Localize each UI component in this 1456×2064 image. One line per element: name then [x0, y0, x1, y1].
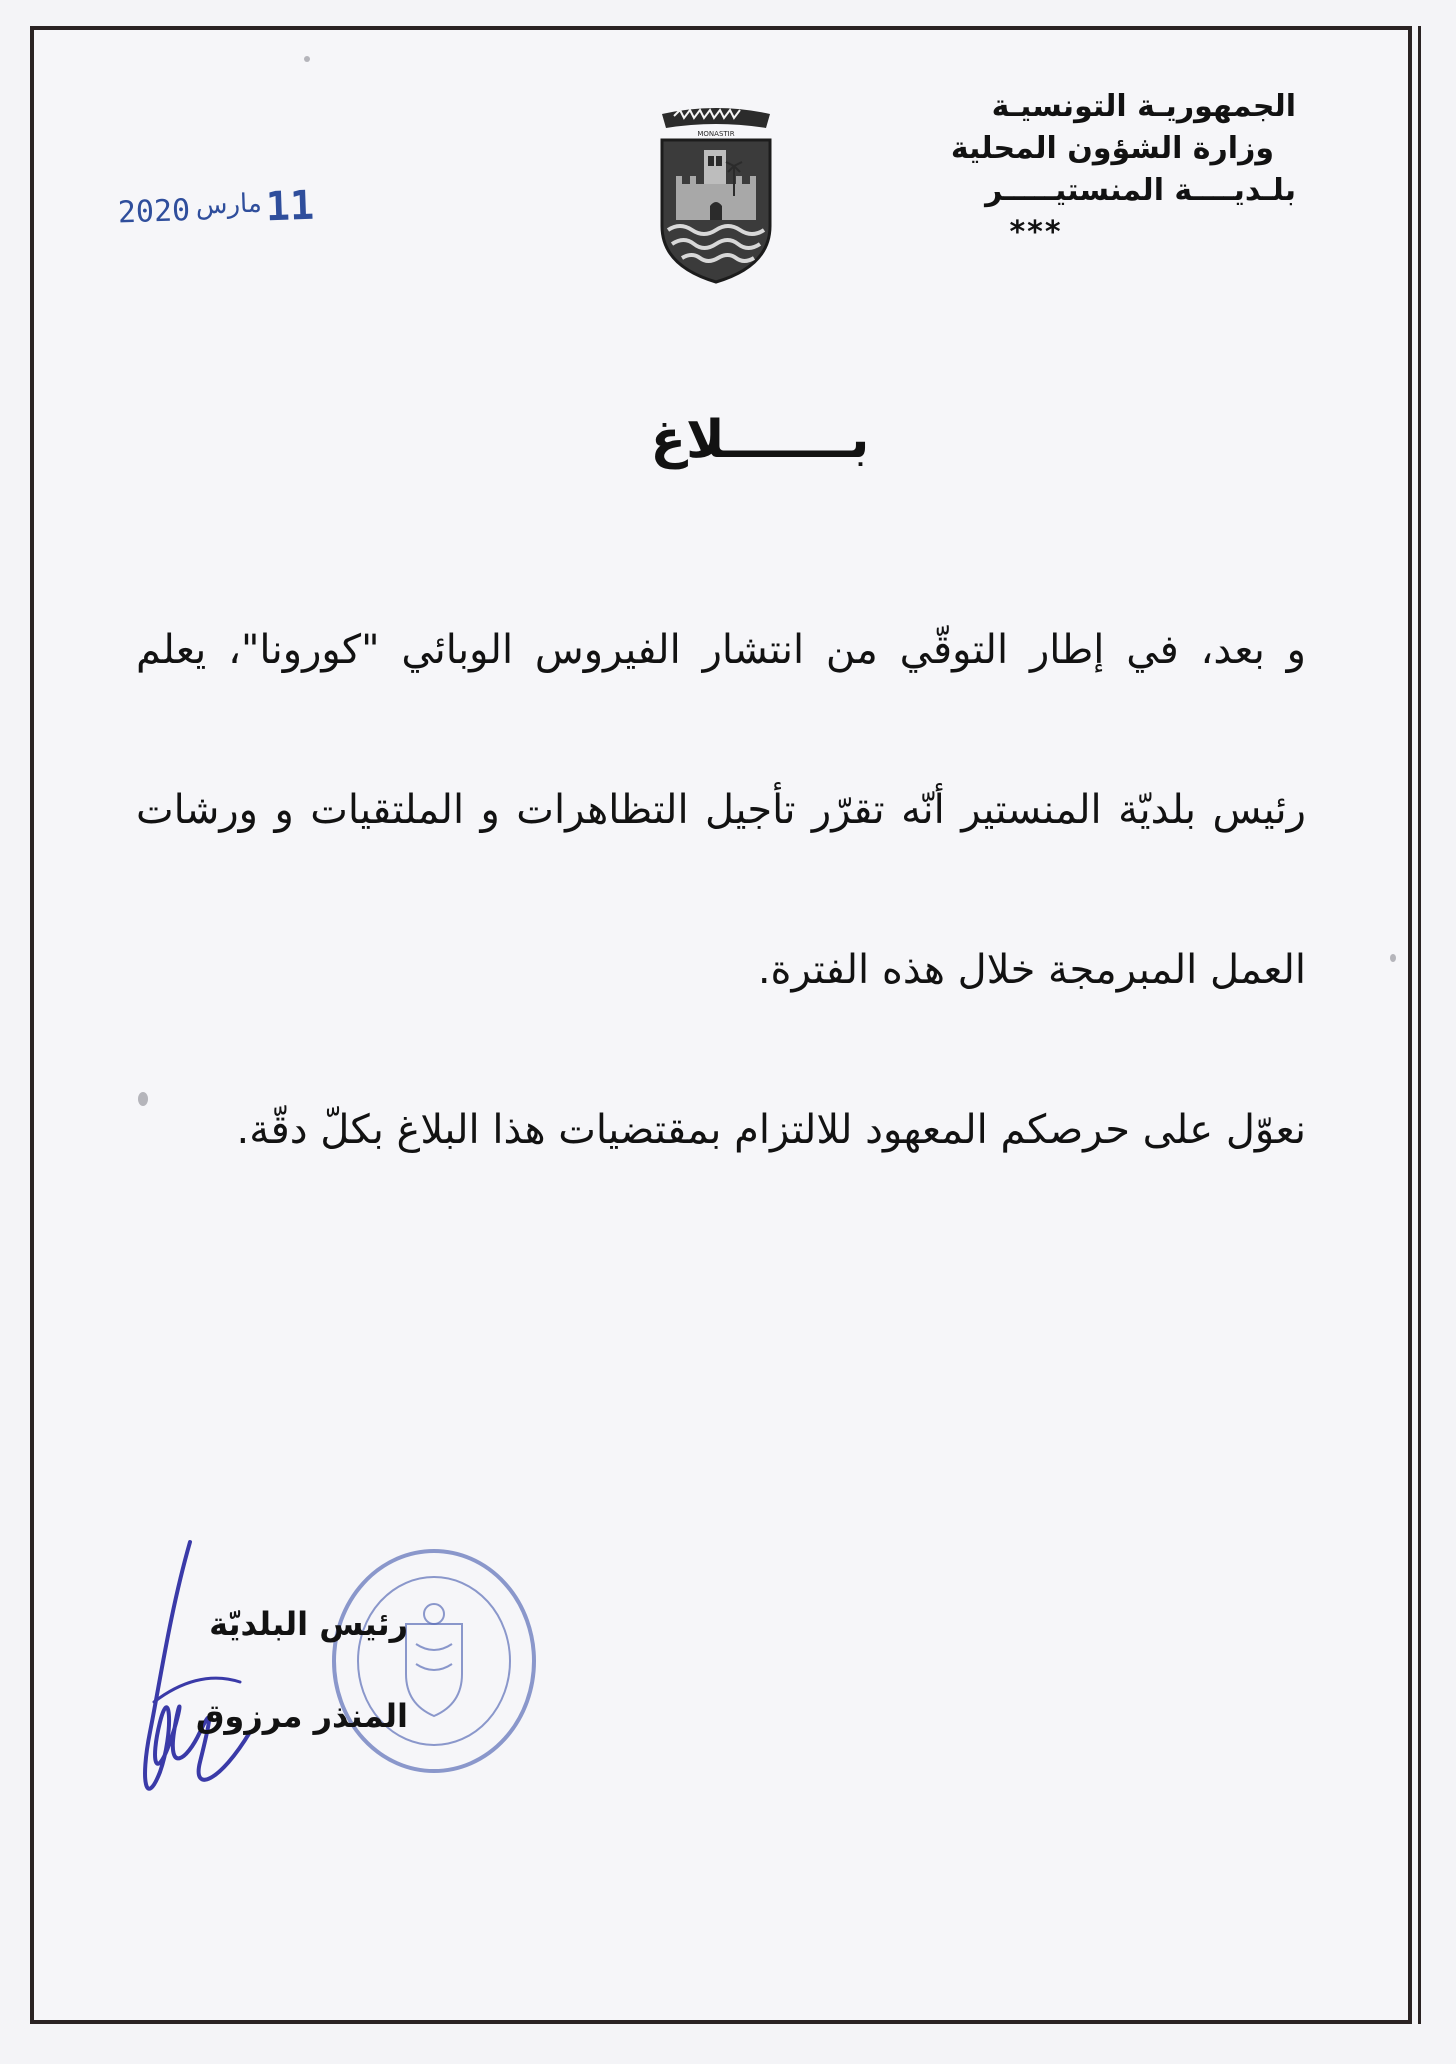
- page-border-right-line: [1418, 26, 1421, 2024]
- signatory-block: [148, 1578, 408, 1762]
- document-title: بـــــــلاغ: [650, 410, 870, 470]
- scan-speck: [138, 1092, 148, 1106]
- scan-speck: [1390, 954, 1396, 962]
- header-separator-stars: ***: [1009, 215, 1063, 250]
- ministry-name: وزارة الشؤون المحلية: [950, 131, 1274, 166]
- received-date-stamp: [117, 182, 318, 240]
- scan-speck: [304, 56, 310, 62]
- date-stamp-year: 2020: [117, 192, 191, 231]
- signatory-name: المنذر مرزوق: [195, 1697, 408, 1735]
- communique-body: [136, 570, 1306, 1210]
- date-stamp-month: مارس: [195, 188, 263, 221]
- body-paragraph-announcement: و بعد، في إطار التوقّي من انتشار الفيروس الوبائي "كورونا"، يعلم رئيس بلديّة المنستير أنّه تقرّر تأجيل التظاهرات و الملتقيات و ورشات العمل المبرمجة خلال هذه الفترة.: [136, 627, 1306, 993]
- signatory-role: رئيس البلديّة: [209, 1605, 408, 1643]
- issuing-authority-header: [776, 86, 1296, 254]
- country-name: الجمهوريـة التونسيـة: [991, 89, 1296, 124]
- body-paragraph-request: نعوّل على حرصكم المعهود للالتزام بمقتضيات هذا البلاغ بكلّ دقّة.: [236, 1107, 1306, 1153]
- monastir-emblem-icon: [654, 106, 778, 284]
- emblem-caption: MONASTIR: [697, 130, 735, 138]
- date-stamp-day: 11: [264, 182, 315, 231]
- municipality-name: بلـديــــة المنستيـــــر: [985, 173, 1296, 208]
